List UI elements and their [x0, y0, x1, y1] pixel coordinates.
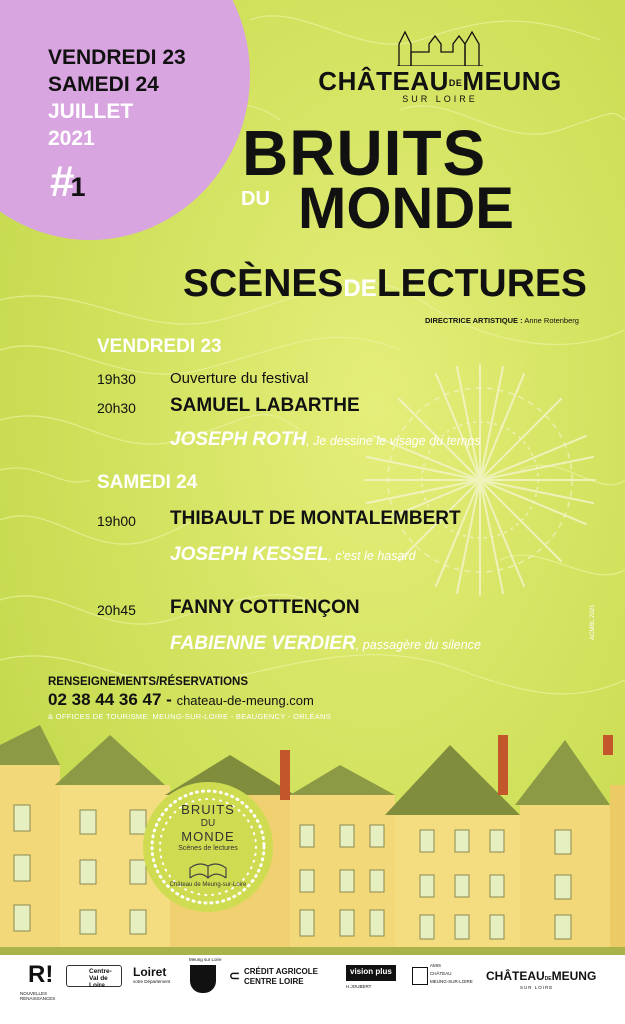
festival-stamp: [143, 782, 273, 912]
loiret-subtitle: votre Département: [133, 979, 171, 984]
meung-crest-icon: [190, 965, 216, 993]
author-name: FABIENNE VERDIER: [170, 633, 356, 654]
event-time: 19h00: [97, 513, 136, 529]
edition-number: [50, 157, 86, 209]
region-logo-name: NOUVELLES RENAISSANCES: [20, 991, 56, 1001]
subtitle-lectures: LECTURES: [376, 262, 587, 305]
contact-line: [48, 690, 314, 710]
tourism-offices: & OFFICES DE TOURISME: MEUNG-SUR-LOIRE - BEAUGENCY - ORLÉANS: [48, 712, 332, 721]
chateau-logo: [300, 30, 580, 105]
reading-work: [170, 633, 481, 655]
artist-name: SAMUEL LABARTHE: [170, 395, 360, 416]
amis-line-2: CHÂTEAU: [430, 971, 452, 976]
phone-number[interactable]: 02 38 44 36 47: [48, 690, 162, 709]
title-du: DU: [241, 188, 270, 210]
credit-agricole-name: CRÉDIT AGRICOLE: [244, 967, 318, 976]
author-name: JOSEPH KESSEL: [170, 544, 329, 565]
chateau-name: [300, 66, 580, 97]
stamp-location: Château de Meung-sur-Loire: [169, 882, 247, 888]
date-line-1: VENDREDI 23: [48, 46, 186, 69]
subtitle-scenes-de-lectures: [183, 264, 587, 309]
chateau-partner-logo: [486, 969, 596, 983]
edition-digit: 1: [70, 172, 86, 202]
title-bruits: BRUITS: [242, 117, 487, 189]
website-link[interactable]: chateau-de-meung.com: [176, 693, 314, 708]
credit-agricole-region: CENTRE LOIRE: [244, 977, 304, 986]
chateau-partner-a: CHÂTEAU: [486, 969, 545, 983]
castle-icon: [395, 30, 485, 66]
festival-dates: [48, 44, 186, 152]
subtitle-de: DE: [343, 275, 377, 302]
reservations-title: RENSEIGNEMENTS/RÉSERVATIONS: [48, 676, 249, 688]
author-name: JOSEPH ROTH: [170, 429, 307, 450]
stamp-subtitle: Scènes de lectures: [178, 845, 238, 852]
vision-plus-name: vision plus: [350, 967, 392, 976]
work-title: , passagère du silence: [355, 638, 481, 652]
opening-time: 19h30: [97, 371, 136, 387]
chateau-name-a: CHÂTEAU: [318, 66, 449, 96]
day-samedi: SAMEDI 24: [97, 472, 198, 493]
date-line-3: JUILLET: [48, 100, 134, 123]
subtitle-scenes: SCÈNES: [183, 262, 344, 305]
meung-name: Meung sur Loire: [189, 957, 222, 962]
opening-text: Ouverture du festival: [170, 370, 309, 387]
amis-line-1: AMIS: [430, 963, 442, 968]
edition-hash: #: [50, 157, 75, 206]
stamp-du: DU: [200, 818, 216, 829]
title-monde: MONDE: [298, 176, 514, 241]
chateau-partner-b: MEUNG: [551, 969, 597, 983]
amis-line-3: MEUNG-SUR-LOIRE: [430, 979, 473, 984]
stamp-bruits: BRUITS: [181, 802, 235, 817]
centre-val-de-loire-logo: [66, 965, 122, 987]
date-line-4: 2021: [48, 127, 95, 150]
artist-name: THIBAULT DE MONTALEMBERT: [170, 508, 461, 529]
partners-bar: [0, 955, 625, 1024]
region-logo-mark: R!: [28, 961, 54, 988]
loiret-logo: Loiret: [133, 965, 167, 979]
reading-work: [170, 544, 416, 566]
artist-name: FANNY COTTENÇON: [170, 597, 360, 618]
date-line-2: SAMEDI 24: [48, 73, 159, 96]
chateau-name-b: MEUNG: [462, 66, 562, 96]
book-icon: [188, 860, 228, 880]
chateau-name-de: DE: [448, 78, 463, 89]
credit-agricole-icon: ⊂: [229, 968, 240, 983]
vision-plus-subtitle: H.JOUBERT: [346, 984, 372, 989]
stamp-monde: MONDE: [181, 829, 235, 844]
work-title: , Je dessine le visage du temps: [306, 434, 481, 448]
event-time: 20h45: [97, 602, 136, 618]
artwork-credit: ACMBL 2021: [590, 604, 596, 640]
artistic-director: [425, 316, 579, 325]
castle-icon: [412, 967, 428, 985]
director-label: DIRECTRICE ARTISTIQUE :: [425, 316, 523, 325]
centre-val-de-loire-name: Centre-Val de Loire: [89, 968, 112, 989]
reading-work: [170, 429, 481, 451]
event-time: 20h30: [97, 400, 136, 416]
vision-plus-logo: [346, 965, 396, 981]
contact-separator: -: [161, 690, 177, 709]
work-title: , c'est le hasard: [328, 549, 416, 563]
chateau-partner-subtitle: SUR LOIRE: [520, 985, 554, 990]
sun-burst: [355, 355, 605, 605]
director-name: Anne Rotenberg: [524, 316, 579, 325]
day-vendredi: VENDREDI 23: [97, 336, 222, 357]
chateau-partner-de: DE: [544, 976, 552, 982]
chateau-illustration: [0, 725, 625, 955]
chateau-subtitle: SUR LOIRE: [402, 94, 478, 104]
